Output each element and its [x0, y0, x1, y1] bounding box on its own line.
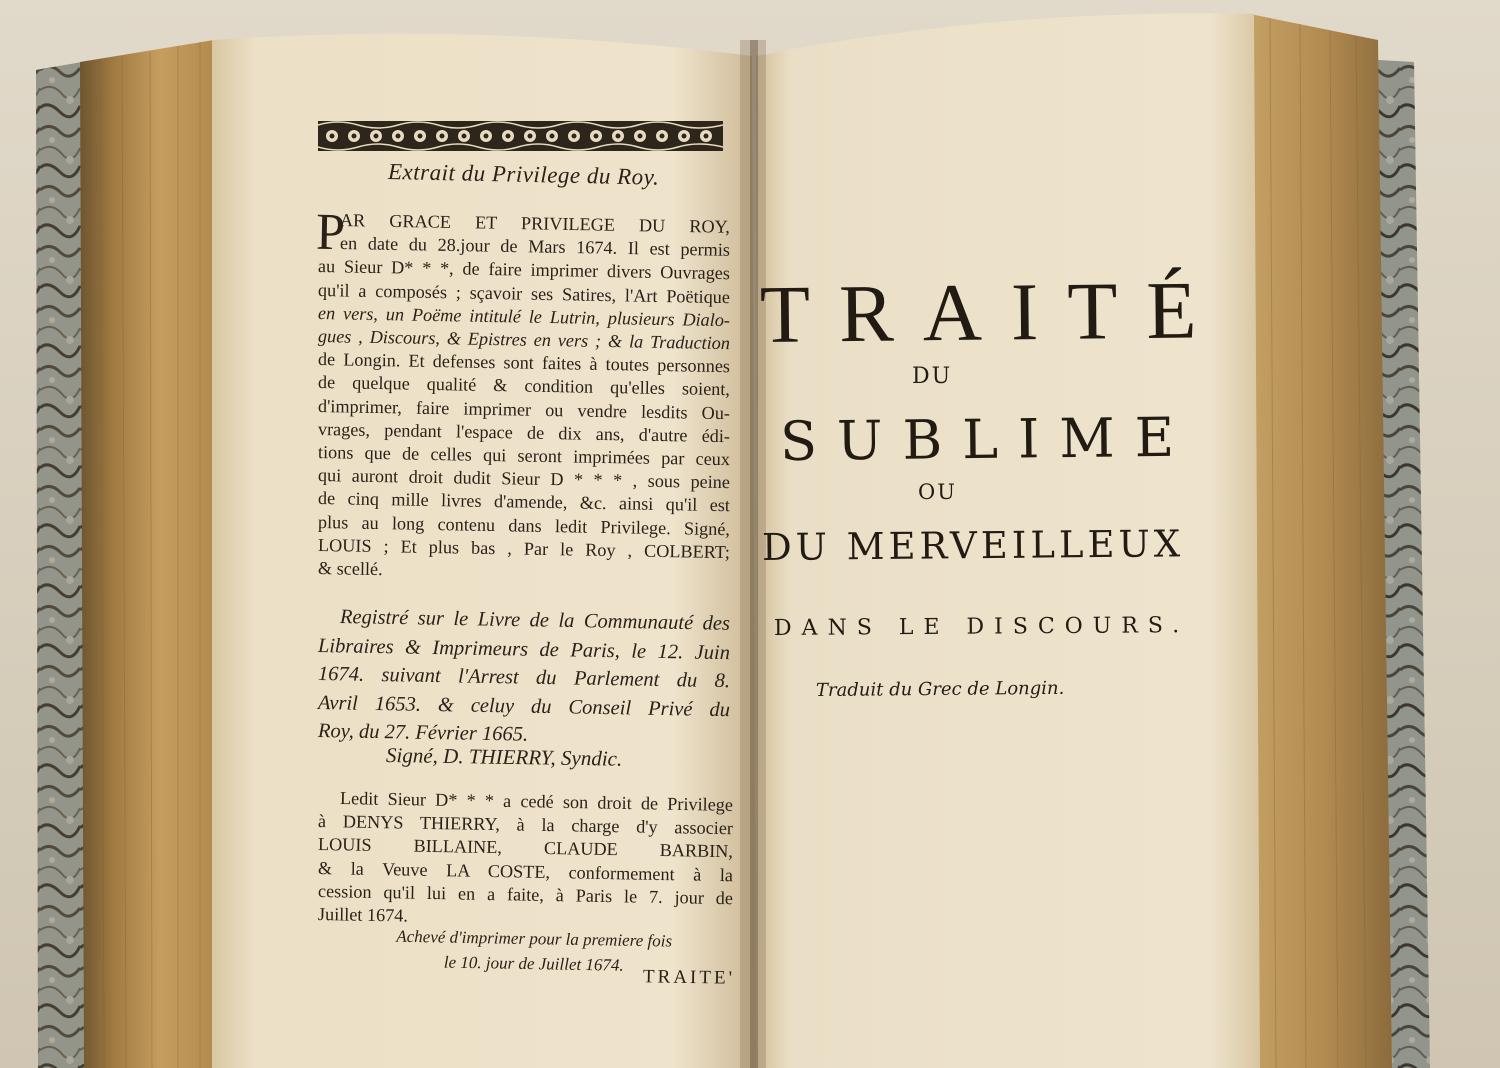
dropcap: P	[315, 203, 346, 262]
privilege-line: en date du 28.jour de Mars 1674. Il est permis	[339, 233, 731, 261]
privilege-line: LOUIS ; Et plus bas , Par le Roy , COLBERT;	[317, 534, 731, 563]
privilege-text	[315, 203, 731, 580]
privilege-line: de quelque qualité & condition qu'elles soient,	[317, 372, 731, 400]
acheve-line: Achevé d'imprimer pour la premiere fois	[396, 926, 673, 951]
registre-line: Registré sur le Livre de la Communauté des	[339, 606, 731, 635]
registre-line: 1674. suivant l'Arrest du Parlement du 8.	[317, 663, 731, 693]
registre-line: Avril 1653. & celuy du Conseil Privé du	[317, 691, 731, 721]
privilege-line: AR GRACE ET PRIVILEGE DU ROY,	[339, 210, 731, 237]
privilege-line: & scellé.	[317, 558, 383, 580]
privilege-line: plus au long contenu dans ledit Privilege. Signé,	[317, 511, 731, 539]
privilege-line: gues , Discours, & Epistres en vers ; & la Traduction	[317, 326, 731, 354]
privilege-line: d'imprimer, faire imprimer ou vendre lesdits Ou-	[317, 395, 731, 423]
acheve-line: le 10. jour de Juillet 1674.	[443, 952, 624, 975]
title-du: DU	[912, 364, 953, 389]
privilege-line: vrages, pendant l'espace de dix ans, d'autre édi-	[317, 418, 731, 447]
cession-line: à DENYS THIERRY, à la charge d'y associer	[317, 811, 734, 839]
cession-line: Ledit Sieur D* * * a cedé son droit de Privilege	[339, 788, 734, 815]
cession-line: LOUIS BILLAINE, CLAUDE BARBIN,	[317, 834, 734, 862]
privilege-line: au Sieur D* * *, de faire imprimer divers Ouvrages	[317, 256, 731, 284]
registre-line: Roy, du 27. Février 1665.	[317, 720, 529, 747]
right-page	[759, 0, 1226, 1068]
privilege-line: de Longin. Et defenses sont faites à toutes personnes	[317, 349, 731, 377]
cession-line: cession qu'il lui en a faite, à Paris le 7. jour de	[317, 880, 734, 909]
catchword: TRAITE'	[642, 966, 736, 989]
title-ou: OU	[918, 480, 957, 504]
privilege-line: de cinq mille livres d'amende, &c. ainsi qu'il est	[317, 488, 731, 516]
cession-line: Juillet 1674.	[317, 904, 409, 926]
ornament-band	[318, 115, 723, 157]
title-traduit: Traduit du Grec de Longin.	[815, 677, 1065, 701]
signature-line: Signé, D. THIERRY, Syndic.	[385, 743, 623, 771]
registre-line: Libraires & Imprimeurs de Paris, le 12. Juin	[317, 634, 731, 664]
title-traite: TRAITÉ	[759, 264, 1226, 360]
cession-line: & la Veuve LA COSTE, conformement à la	[317, 857, 734, 885]
title-dans-le-discours: DANS LE DISCOURS.	[773, 613, 1190, 641]
privilege-line: qu'il a composés ; sçavoir ses Satires, l'Art Poëtique	[317, 279, 731, 307]
privilege-heading: Extrait du Privilege du Roy.	[387, 159, 660, 190]
title-merveilleux: DU MERVEILLEUX	[761, 522, 1185, 569]
title-sublime: SUBLIME	[779, 405, 1195, 473]
privilege-line: en vers, un Poëme intitulé le Lutrin, plusieurs Dialo-	[317, 302, 731, 331]
registre-text	[318, 603, 730, 746]
cession-text	[318, 787, 733, 926]
privilege-line: tions que de celles qui seront imprimées par ceux	[317, 442, 731, 470]
privilege-line: qui auront droit dudit Sieur D * * * , sous peine	[317, 465, 731, 493]
